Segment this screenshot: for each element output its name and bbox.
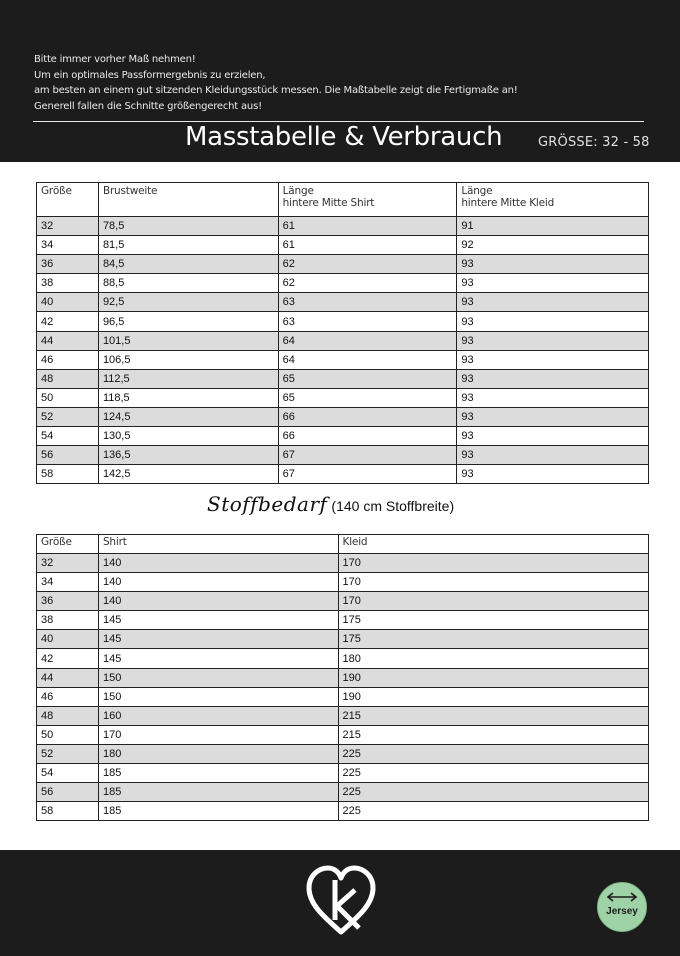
fabric-table: [36, 534, 649, 821]
table-cell: 190: [338, 668, 648, 687]
table-cell: 50: [37, 388, 99, 407]
table-cell: 38: [37, 611, 99, 630]
table-cell: 140: [98, 573, 338, 592]
table-cell: 48: [37, 369, 99, 388]
table-cell: 54: [37, 427, 99, 446]
table-cell: 42: [37, 312, 99, 331]
header: [0, 0, 680, 162]
table-cell: 67: [278, 446, 457, 465]
table-row: [37, 236, 649, 255]
table-cell: 81,5: [98, 236, 278, 255]
table-cell: 42: [37, 649, 99, 668]
table-cell: 93: [457, 427, 649, 446]
table-cell: 32: [37, 554, 99, 573]
column-header: Kleid: [338, 535, 648, 554]
table-cell: 78,5: [98, 217, 278, 236]
table-cell: 63: [278, 312, 457, 331]
fabric-title: [207, 492, 454, 516]
column-header: Brustweite: [98, 183, 278, 217]
table-cell: 91: [457, 217, 649, 236]
table-row: [37, 465, 649, 484]
table-cell: 36: [37, 592, 99, 611]
table-cell: 150: [98, 687, 338, 706]
table-cell: 170: [338, 592, 648, 611]
table-cell: 58: [37, 465, 99, 484]
table-cell: 93: [457, 274, 649, 293]
measurement-table: [36, 182, 649, 484]
heart-k-logo-icon: [303, 862, 379, 938]
table-cell: 32: [37, 217, 99, 236]
table-cell: 34: [37, 236, 99, 255]
table-cell: 93: [457, 465, 649, 484]
table-cell: 61: [278, 217, 457, 236]
table-cell: 170: [98, 725, 338, 744]
size-range: GRÖSSE: 32 - 58: [538, 135, 650, 150]
table-cell: 142,5: [98, 465, 278, 484]
table-header-row: [37, 535, 649, 554]
table-cell: 215: [338, 725, 648, 744]
table-row: [37, 668, 649, 687]
table-cell: 50: [37, 725, 99, 744]
table-cell: 140: [98, 554, 338, 573]
table-cell: 52: [37, 407, 99, 426]
table-cell: 88,5: [98, 274, 278, 293]
table-cell: 61: [278, 236, 457, 255]
note-line: Um ein optimales Passformergebnis zu erzielen,: [34, 69, 266, 81]
table-cell: 64: [278, 350, 457, 369]
table-cell: 62: [278, 255, 457, 274]
table-cell: 84,5: [98, 255, 278, 274]
table-row: [37, 446, 649, 465]
footer: [0, 850, 680, 956]
double-arrow-icon: [605, 891, 639, 903]
table-cell: 225: [338, 764, 648, 783]
column-header: Größe: [37, 535, 99, 554]
table-cell: 52: [37, 744, 99, 763]
table-cell: 46: [37, 687, 99, 706]
table-row: [37, 573, 649, 592]
table-cell: 63: [278, 293, 457, 312]
table-cell: 185: [98, 764, 338, 783]
table-row: [37, 687, 649, 706]
table-cell: 38: [37, 274, 99, 293]
table-cell: 34: [37, 573, 99, 592]
note-line: Generell fallen die Schnitte größengerecht aus!: [34, 100, 262, 112]
table-cell: 145: [98, 611, 338, 630]
table-row: [37, 217, 649, 236]
table-cell: 93: [457, 407, 649, 426]
table-cell: 93: [457, 293, 649, 312]
table-cell: 56: [37, 446, 99, 465]
content-area: [0, 162, 680, 850]
jersey-label: Jersey: [606, 906, 638, 917]
fabric-width-note: (140 cm Stoffbreite): [331, 498, 455, 514]
jersey-badge: [597, 882, 647, 932]
table-row: [37, 407, 649, 426]
table-cell: 112,5: [98, 369, 278, 388]
table-cell: 58: [37, 802, 99, 821]
table-row: [37, 388, 649, 407]
table-cell: 225: [338, 744, 648, 763]
column-header: Länge hintere Mitte Kleid: [457, 183, 649, 217]
table-cell: 225: [338, 802, 648, 821]
table-cell: 175: [338, 611, 648, 630]
table-row: [37, 274, 649, 293]
table-cell: 46: [37, 350, 99, 369]
table-row: [37, 554, 649, 573]
table-cell: 40: [37, 630, 99, 649]
table-cell: 118,5: [98, 388, 278, 407]
table-row: [37, 649, 649, 668]
table-row: [37, 802, 649, 821]
table-cell: 93: [457, 312, 649, 331]
table-cell: 65: [278, 369, 457, 388]
table-cell: 136,5: [98, 446, 278, 465]
table-cell: 56: [37, 783, 99, 802]
table-cell: 65: [278, 388, 457, 407]
table-cell: 140: [98, 592, 338, 611]
instruction-notes: [34, 52, 518, 114]
table-row: [37, 630, 649, 649]
page-title: Masstabelle & Verbrauch: [185, 122, 503, 152]
table-cell: 96,5: [98, 312, 278, 331]
table-cell: 170: [338, 554, 648, 573]
table-cell: 150: [98, 668, 338, 687]
table-cell: 106,5: [98, 350, 278, 369]
table-cell: 185: [98, 802, 338, 821]
table-cell: 40: [37, 293, 99, 312]
table-row: [37, 350, 649, 369]
column-header: Shirt: [98, 535, 338, 554]
table-cell: 145: [98, 649, 338, 668]
table-row: [37, 783, 649, 802]
table-row: [37, 427, 649, 446]
table-row: [37, 293, 649, 312]
table-cell: 124,5: [98, 407, 278, 426]
table-cell: 130,5: [98, 427, 278, 446]
table-cell: 92: [457, 236, 649, 255]
table-cell: 93: [457, 255, 649, 274]
note-line: Bitte immer vorher Maß nehmen!: [34, 54, 196, 65]
table-cell: 170: [338, 573, 648, 592]
table-cell: 225: [338, 783, 648, 802]
table-cell: 215: [338, 706, 648, 725]
table-row: [37, 331, 649, 350]
table-cell: 160: [98, 706, 338, 725]
table-row: [37, 312, 649, 331]
table-row: [37, 764, 649, 783]
fabric-title-script: Stoffbedarf: [207, 492, 328, 516]
table-row: [37, 706, 649, 725]
table-cell: 145: [98, 630, 338, 649]
table-cell: 36: [37, 255, 99, 274]
table-cell: 67: [278, 465, 457, 484]
table-cell: 93: [457, 446, 649, 465]
table-row: [37, 611, 649, 630]
table-cell: 93: [457, 350, 649, 369]
column-header: Größe: [37, 183, 99, 217]
table-cell: 93: [457, 369, 649, 388]
table-header-row: [37, 183, 649, 217]
table-cell: 93: [457, 388, 649, 407]
table-row: [37, 725, 649, 744]
table-cell: 44: [37, 668, 99, 687]
table-cell: 180: [98, 744, 338, 763]
table-cell: 44: [37, 331, 99, 350]
table-cell: 180: [338, 649, 648, 668]
table-cell: 66: [278, 407, 457, 426]
note-line: am besten an einem gut sitzenden Kleidungsstück messen. Die Maßtabelle zeigt die Fertigmaße an!: [34, 85, 518, 96]
table-cell: 185: [98, 783, 338, 802]
table-cell: 64: [278, 331, 457, 350]
table-cell: 54: [37, 764, 99, 783]
table-row: [37, 744, 649, 763]
table-row: [37, 369, 649, 388]
table-cell: 175: [338, 630, 648, 649]
table-cell: 48: [37, 706, 99, 725]
table-cell: 92,5: [98, 293, 278, 312]
table-cell: 101,5: [98, 331, 278, 350]
table-cell: 190: [338, 687, 648, 706]
table-row: [37, 592, 649, 611]
table-cell: 93: [457, 331, 649, 350]
table-cell: 62: [278, 274, 457, 293]
table-row: [37, 255, 649, 274]
table-cell: 66: [278, 427, 457, 446]
column-header: Länge hintere Mitte Shirt: [278, 183, 457, 217]
